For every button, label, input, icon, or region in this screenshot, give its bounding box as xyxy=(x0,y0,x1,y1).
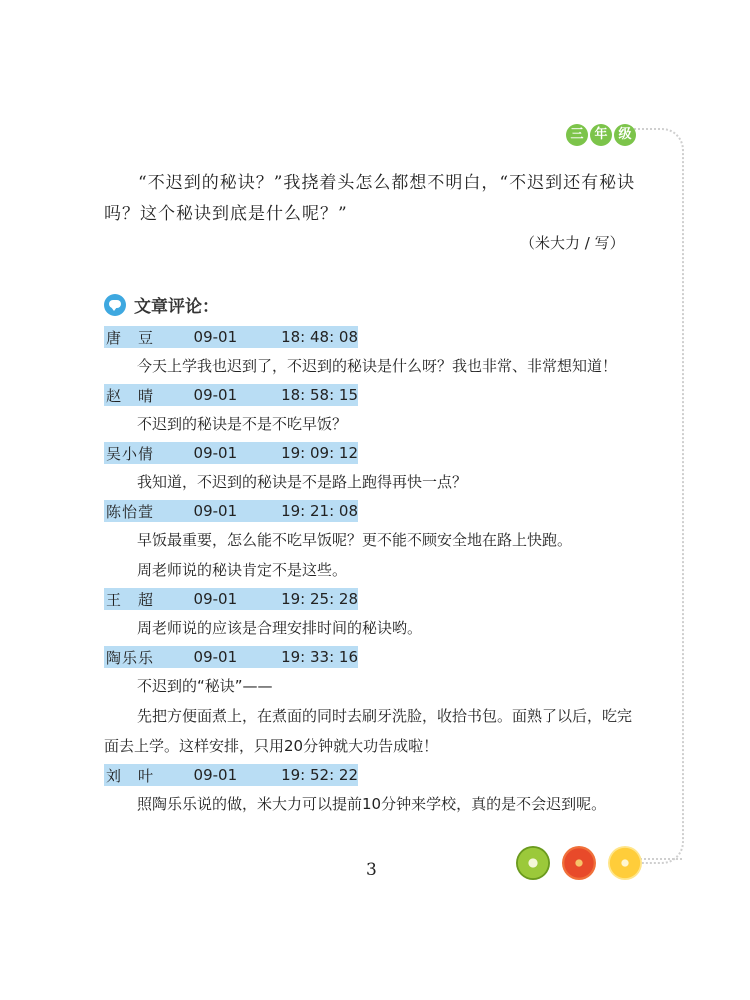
grade-char: 级 xyxy=(614,124,636,146)
comment-header xyxy=(104,588,358,610)
grade-char: 三 xyxy=(566,124,588,146)
comment-header xyxy=(104,442,358,464)
comment-text: 今天上学我也迟到了，不迟到的秘诀是什么呀？我也非常、非常想知道！ xyxy=(137,357,618,375)
comment-time: 19: 21: 08 xyxy=(281,502,358,520)
grade-badge xyxy=(566,124,636,146)
commenter-name: 刘 叶 xyxy=(106,766,155,785)
comment-date: 09-01 xyxy=(193,328,238,346)
comment-item xyxy=(104,442,664,494)
comment-item xyxy=(104,500,664,582)
comments-heading xyxy=(104,292,219,317)
paragraph-line: 吗？这个秘诀到底是什么呢？” xyxy=(104,204,348,224)
comment-text: 周老师说的秘诀肯定不是这些。 xyxy=(137,561,348,579)
comment-header xyxy=(104,764,358,786)
commenter-name: 陈怡萱 xyxy=(106,502,155,521)
comment-list xyxy=(104,326,664,822)
comment-time: 18: 48: 08 xyxy=(281,328,358,346)
comment-time: 18: 58: 15 xyxy=(281,386,358,404)
comment-text: 先把方便面煮上，在煮面的同时去刷牙洗脸，收拾书包。面熟了以后，吃完 xyxy=(137,707,633,725)
comment-item xyxy=(104,764,664,816)
comment-time: 19: 09: 12 xyxy=(281,444,358,462)
commenter-name: 唐 豆 xyxy=(106,328,155,347)
comment-date: 09-01 xyxy=(193,590,238,608)
comment-text: 周老师说的应该是合理安排时间的秘诀哟。 xyxy=(137,619,423,637)
page-number: 3 xyxy=(366,860,377,880)
commenter-name: 吴小倩 xyxy=(106,444,155,463)
story-paragraph xyxy=(104,168,652,230)
kiwi-icon xyxy=(516,846,550,880)
comment-header xyxy=(104,646,358,668)
comment-time: 19: 33: 16 xyxy=(281,648,358,666)
tomato-icon xyxy=(562,846,596,880)
comment-date: 09-01 xyxy=(193,386,238,404)
comment-date: 09-01 xyxy=(193,502,238,520)
commenter-name: 赵 晴 xyxy=(106,386,155,405)
comment-date: 09-01 xyxy=(193,766,238,784)
orange-slice-icon xyxy=(608,846,642,880)
fruit-decoration xyxy=(516,846,642,880)
page-border-decoration-bottom xyxy=(640,858,682,860)
comment-header xyxy=(104,500,358,522)
paragraph-line: “不迟到的秘诀？”我挠着头怎么都想不明白，“不迟到还有秘诀 xyxy=(138,173,636,193)
commenter-name: 陶乐乐 xyxy=(106,648,155,667)
author-credit: （米大力 / 写） xyxy=(520,234,625,252)
comment-item xyxy=(104,384,664,436)
comment-item xyxy=(104,326,664,378)
comment-header xyxy=(104,326,358,348)
comment-text: 不迟到的“秘诀”—— xyxy=(137,677,273,695)
comment-text: 面去上学。这样安排，只用20分钟就大功告成啦！ xyxy=(104,737,439,755)
comments-heading-label: 文章评论： xyxy=(134,297,219,317)
chat-bubble-icon xyxy=(104,294,126,316)
comment-item xyxy=(104,588,664,640)
comment-date: 09-01 xyxy=(193,444,238,462)
comment-text: 不迟到的秘诀是不是不吃早饭？ xyxy=(137,415,348,433)
comment-date: 09-01 xyxy=(193,648,238,666)
commenter-name: 王 超 xyxy=(106,590,155,609)
comment-text: 早饭最重要，怎么能不吃早饭呢？更不能不顾安全地在路上快跑。 xyxy=(137,531,573,549)
comment-text: 照陶乐乐说的做，米大力可以提前10分钟来学校，真的是不会迟到呢。 xyxy=(137,795,607,813)
grade-char: 年 xyxy=(590,124,612,146)
comment-item xyxy=(104,646,664,758)
comment-time: 19: 52: 22 xyxy=(281,766,358,784)
comment-time: 19: 25: 28 xyxy=(281,590,358,608)
comment-text: 我知道，不迟到的秘诀是不是路上跑得再快一点？ xyxy=(137,473,468,491)
comment-header xyxy=(104,384,358,406)
